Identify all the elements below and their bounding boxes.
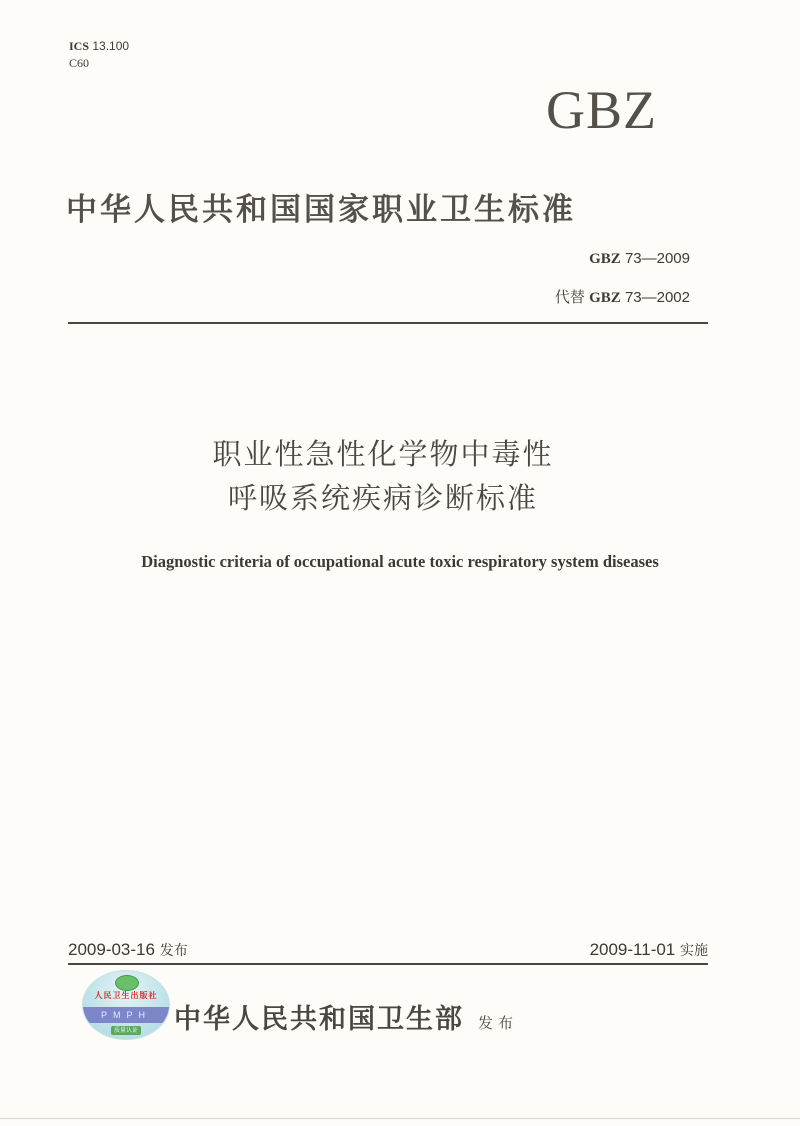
publisher-logo [82, 970, 170, 1040]
standard-category-title: 中华人民共和国国家职业卫生标准 [66, 192, 576, 228]
class-code: C60 [69, 56, 90, 70]
publisher-logo-abbr: PMPH [83, 1007, 169, 1023]
title-zh-line1: 职业性急性化学物中毒性 [212, 437, 554, 471]
gbz-logo: GBZ [546, 80, 657, 140]
title-en: Diagnostic criteria of occupational acute toxic respiratory system diseases [141, 552, 659, 571]
quality-badge: 质量认证 [111, 1026, 141, 1035]
title-zh-line2: 呼吸系统疾病诊断标准 [227, 481, 538, 515]
emblem-icon [115, 975, 139, 991]
standard-number: GBZ 73—2009 [589, 250, 690, 267]
ics-code: ICS 13.100 [69, 39, 130, 53]
classification-codes [69, 38, 129, 72]
page-edge [0, 1118, 800, 1119]
effective-date: 2009-11-01 实施 [589, 940, 708, 959]
header-divider [68, 322, 708, 324]
replaces-standard: 代替 GBZ 73—2002 [554, 289, 690, 306]
issuing-authority: 中华人民共和国卫生部 发布 [174, 1004, 519, 1035]
issued-date: 2009-03-16 发布 [68, 940, 188, 959]
publisher-logo-name: 人民卫生出版社 [94, 990, 158, 1000]
footer-divider [68, 963, 708, 965]
